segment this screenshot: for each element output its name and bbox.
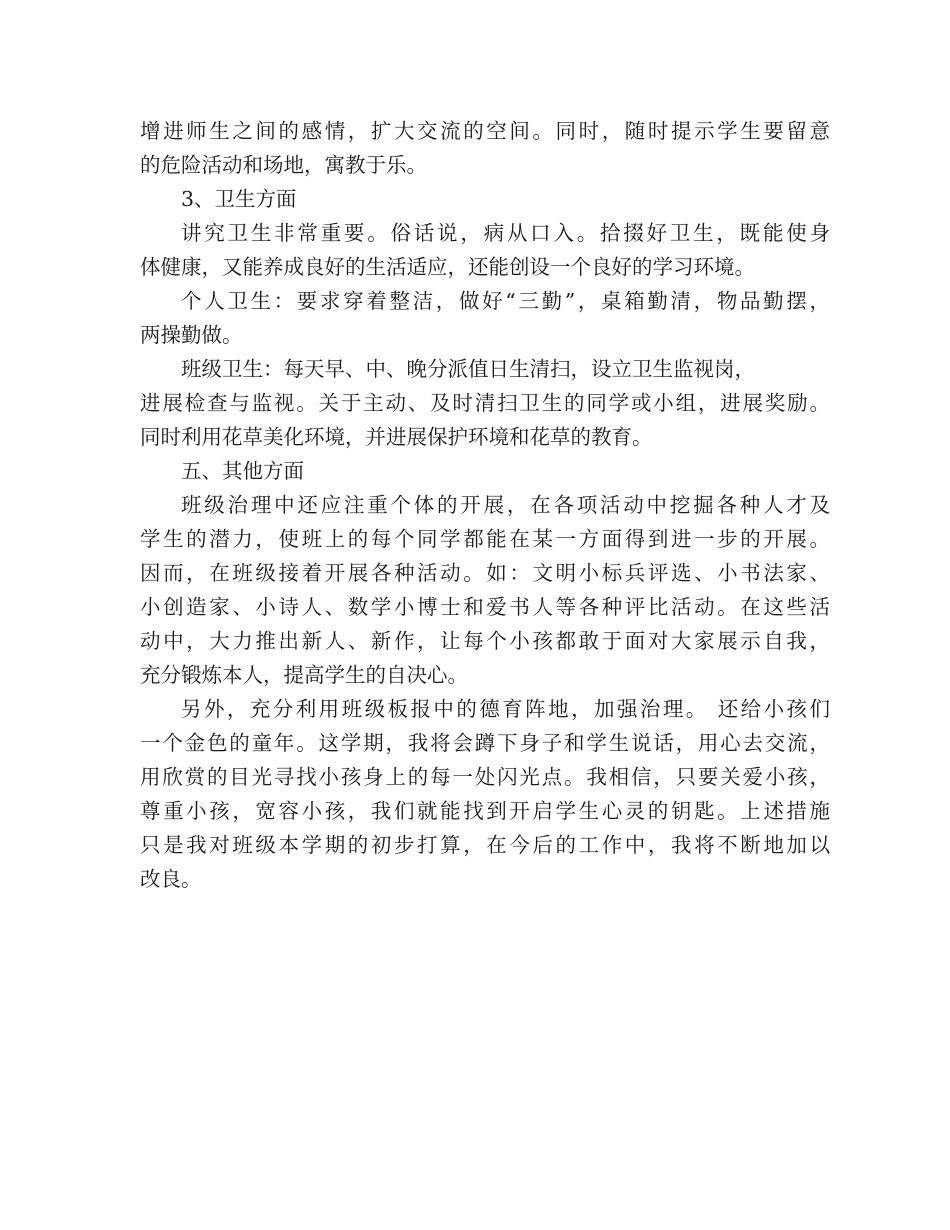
text-line: 进展检查与监视。关于主动、及时清扫卫生的同学或小组，进展奖励。 [140, 391, 830, 415]
document-body [140, 114, 830, 896]
text-line: 五、其他方面 [181, 459, 304, 483]
text-line: 只是我对班级本学期的初步打算，在今后的工作中，我将不断地加以 [140, 833, 830, 857]
text-line: 充分锻炼本人，提高学生的自决心。 [140, 663, 468, 687]
text-line: 班级治理中还应注重个体的开展，在各项活动中挖掘各种人才及 [181, 493, 830, 517]
text-line: 学生的潜力，使班上的每个同学都能在某一方面得到进一步的开展。 [140, 527, 830, 551]
text-line: 小创造家、小诗人、数学小博士和爱书人等各种评比活动。在这些活 [140, 595, 830, 619]
text-line: 同时利用花草美化环境，并进展保护环境和花草的教育。 [140, 425, 653, 449]
text-line: 讲究卫生非常重要。俗话说，病从口入。拾掇好卫生，既能使身 [181, 221, 830, 245]
text-line: 因而，在班级接着开展各种活动。如：文明小标兵评选、小书法家、 [140, 561, 830, 585]
text-line: 一个金色的童年。这学期，我将会蹲下身子和学生说话，用心去交流， [140, 731, 830, 755]
text-line: 增进师生之间的感情，扩大交流的空间。同时，随时提示学生要留意 [140, 119, 830, 143]
text-line: 两操勤做。 [140, 323, 243, 347]
text-line: 的危险活动和场地，寓教于乐。 [140, 153, 427, 177]
text-line: 用欣赏的目光寻找小孩身上的每一处闪光点。我相信，只要关爱小孩， [140, 765, 830, 789]
text-line: 尊重小孩，宽容小孩，我们就能找到开启学生心灵的钥匙。上述措施 [140, 799, 830, 823]
text-line: 体健康，又能养成良好的生活适应，还能创设一个良好的学习环境。 [140, 255, 755, 279]
text-line: 另外，充分利用班级板报中的德育阵地，加强治理。 还给小孩们 [181, 697, 830, 721]
text-line: 班级卫生：每天早、中、晚分派值日生清扫，设立卫生监视岗， [181, 357, 755, 381]
text-line: 改良。 [140, 867, 202, 891]
text-line: 个人卫生：要求穿着整洁，做好“三勤”，桌箱勤清，物品勤摆， [181, 289, 830, 313]
text-line: 动中，大力推出新人、新作，让每个小孩都敢于面对大家展示自我， [140, 629, 830, 653]
text-line: 3、卫生方面 [181, 187, 297, 211]
